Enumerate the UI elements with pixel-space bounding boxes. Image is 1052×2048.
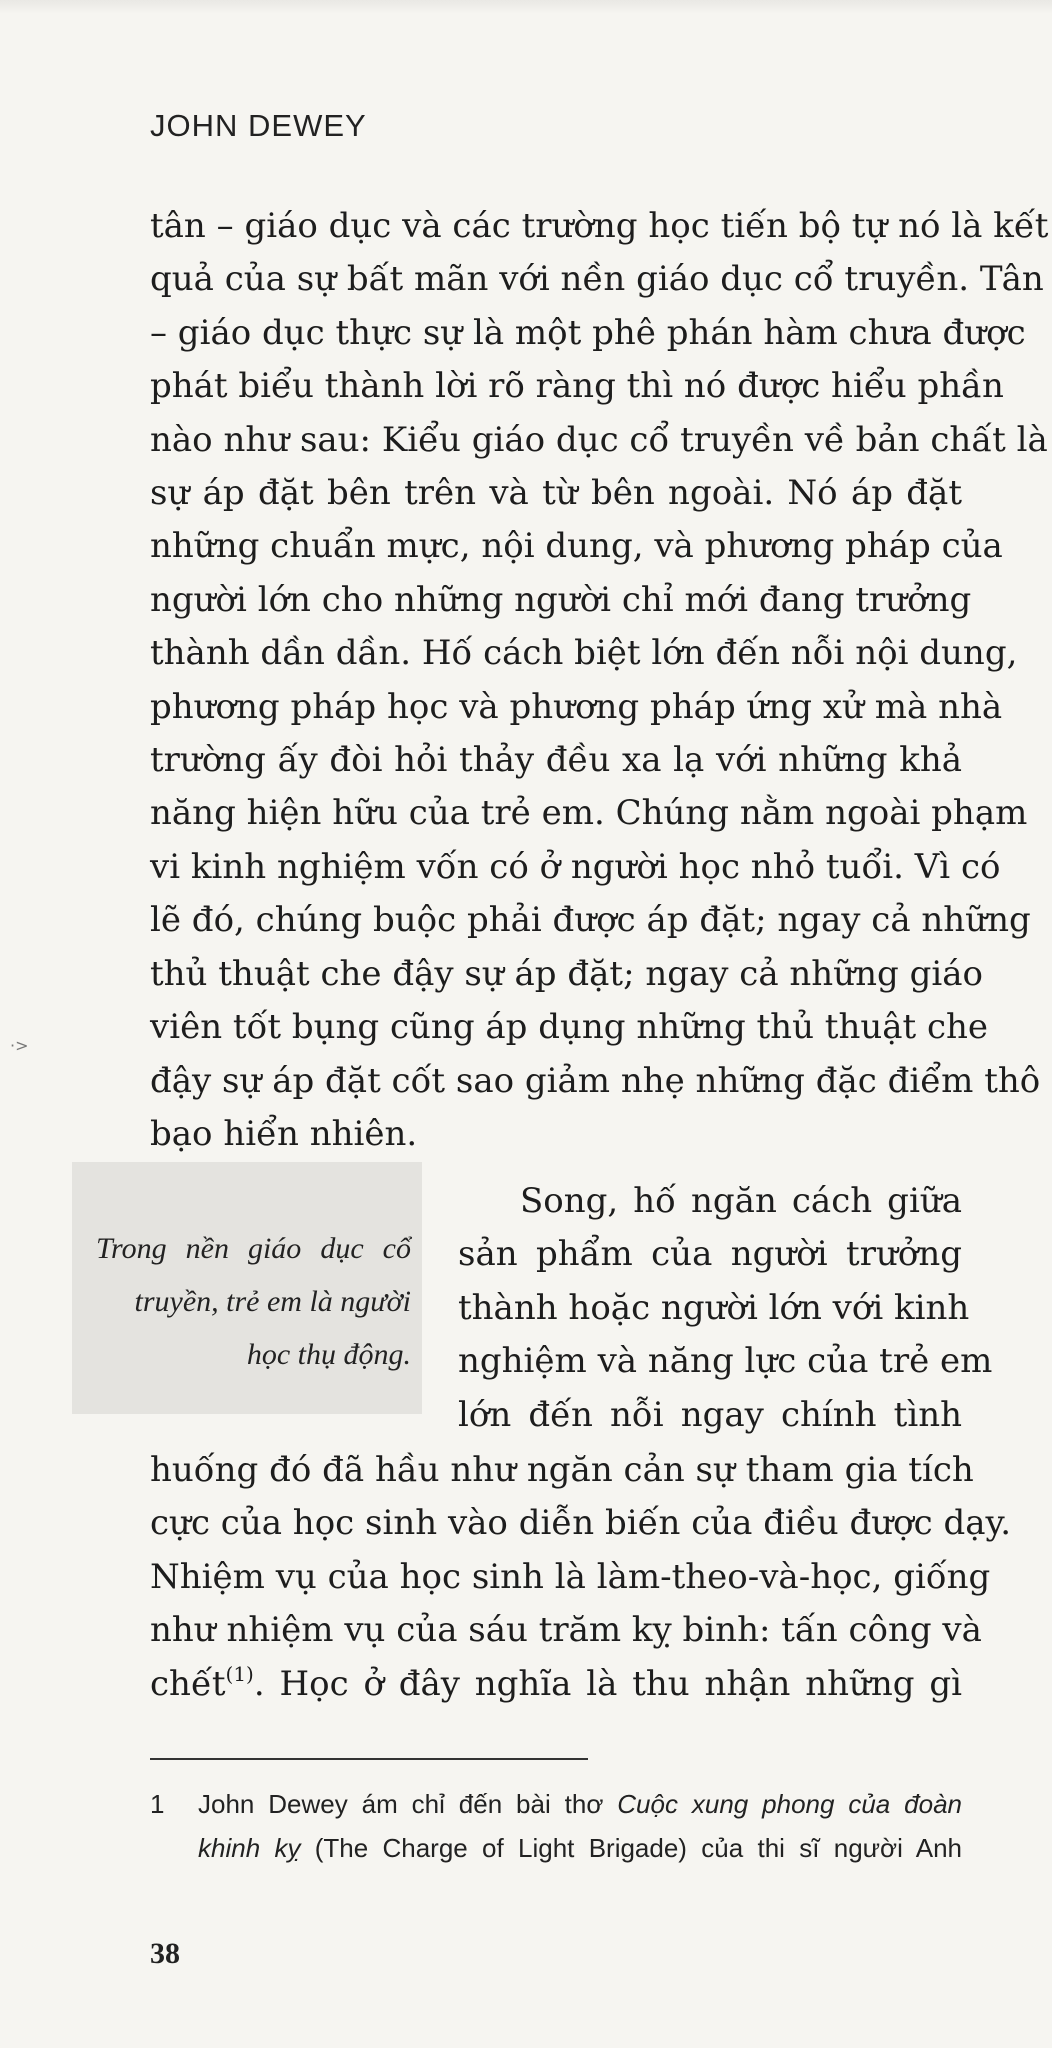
footnote-title: khinh kỵ — [198, 1833, 301, 1863]
footnote-line — [198, 1826, 962, 1870]
text-line: trường ấy đòi hỏi thảy đều xa lạ với những khả — [150, 740, 962, 781]
running-header: JOHN DEWEY — [150, 108, 367, 143]
footnote-line — [198, 1782, 962, 1826]
text-line: lẽ đó, chúng buộc phải được áp đặt; ngay cả những — [150, 900, 1031, 941]
text-line: Song, hố ngăn cách giữa — [520, 1181, 962, 1221]
text-line: nghiệm và năng lực của trẻ em — [458, 1341, 993, 1382]
footnote-body — [198, 1782, 962, 1870]
footnote-text: John Dewey ám chỉ đến bài thơ — [198, 1789, 618, 1819]
margin-mark: ·> — [10, 1036, 29, 1055]
paragraph-2-column — [458, 1175, 993, 1442]
page-top-edge — [0, 0, 1052, 14]
text-line: sự áp đặt bên trên và từ bên ngoài. Nó áp đặt — [150, 473, 962, 514]
text-line: bạo hiển nhiên. — [150, 1113, 418, 1154]
text-line: thành dần dần. Hố cách biệt lớn đến nỗi nội dung, — [150, 633, 1018, 674]
text-line: như nhiệm vụ của sáu trăm kỵ binh: tấn công và — [150, 1610, 982, 1651]
text-fragment: chết — [150, 1663, 226, 1704]
text-fragment: . Học ở đây nghĩa là thu nhận những gì — [253, 1663, 962, 1704]
quote-line: học thụ động. — [246, 1338, 411, 1371]
text-line: đậy sự áp đặt cốt sao giảm nhẹ những đặc điểm thô — [150, 1060, 1041, 1101]
footnote-text: (The Charge of Light Brigade) của thi sĩ người Anh — [300, 1833, 962, 1863]
text-line: năng hiện hữu của trẻ em. Chúng nằm ngoài phạm — [150, 793, 1028, 834]
text-line: huống đó đã hầu như ngăn cản sự tham gia tích — [150, 1450, 974, 1490]
footnote-title: Cuộc xung phong của đoàn — [617, 1789, 962, 1819]
text-line: những chuẩn mực, nội dung, và phương pháp của — [150, 526, 1003, 567]
text-line: thủ thuật che đậy sự áp đặt; ngay cả những giáo — [150, 953, 983, 994]
text-line: Nhiệm vụ của học sinh là làm-theo-và-học, giống — [150, 1556, 991, 1597]
text-line: phát biểu thành lời rõ ràng thì nó được hiểu phần — [150, 366, 1004, 407]
text-line: lớn đến nỗi ngay chính tình — [458, 1394, 962, 1435]
text-line: sản phẩm của người trưởng — [458, 1234, 962, 1275]
text-line: tân – giáo dục và các trường học tiến bộ tự nó là kết — [150, 206, 1049, 246]
quote-line: truyền, trẻ em là người — [134, 1285, 411, 1318]
text-line: vi kinh nghiệm vốn có ở người học nhỏ tuổi. Vì có — [150, 846, 1001, 887]
footnote-divider — [150, 1758, 588, 1760]
quote-line: Trong nền giáo dục cổ — [96, 1232, 411, 1265]
sidebar-quote — [96, 1222, 411, 1381]
text-line: cực của học sinh vào diễn biến của điều được dạy. — [150, 1503, 1012, 1544]
page-number: 38 — [150, 1937, 180, 1970]
paragraph-2-full — [150, 1444, 1012, 1711]
footnote-number: 1 — [150, 1789, 165, 1819]
text-line: viên tốt bụng cũng áp dụng những thủ thuật che — [150, 1007, 989, 1048]
text-line: người lớn cho những người chỉ mới đang trưởng — [150, 579, 972, 620]
text-line-with-footnote-ref — [150, 1658, 962, 1711]
text-line: – giáo dục thực sự là một phê phán hàm chưa được — [150, 312, 1026, 353]
text-line: nào như sau: Kiểu giáo dục cổ truyền về bản chất là — [150, 419, 1048, 460]
text-line: quả của sự bất mãn với nền giáo dục cổ truyền. Tân — [150, 259, 1044, 300]
paragraph-1 — [150, 200, 1049, 1161]
footnote-reference: (1) — [225, 1661, 254, 1686]
text-line: thành hoặc người lớn với kinh — [458, 1287, 970, 1328]
footnote — [150, 1782, 962, 1870]
text-line: phương pháp học và phương pháp ứng xử mà nhà — [150, 686, 1003, 727]
